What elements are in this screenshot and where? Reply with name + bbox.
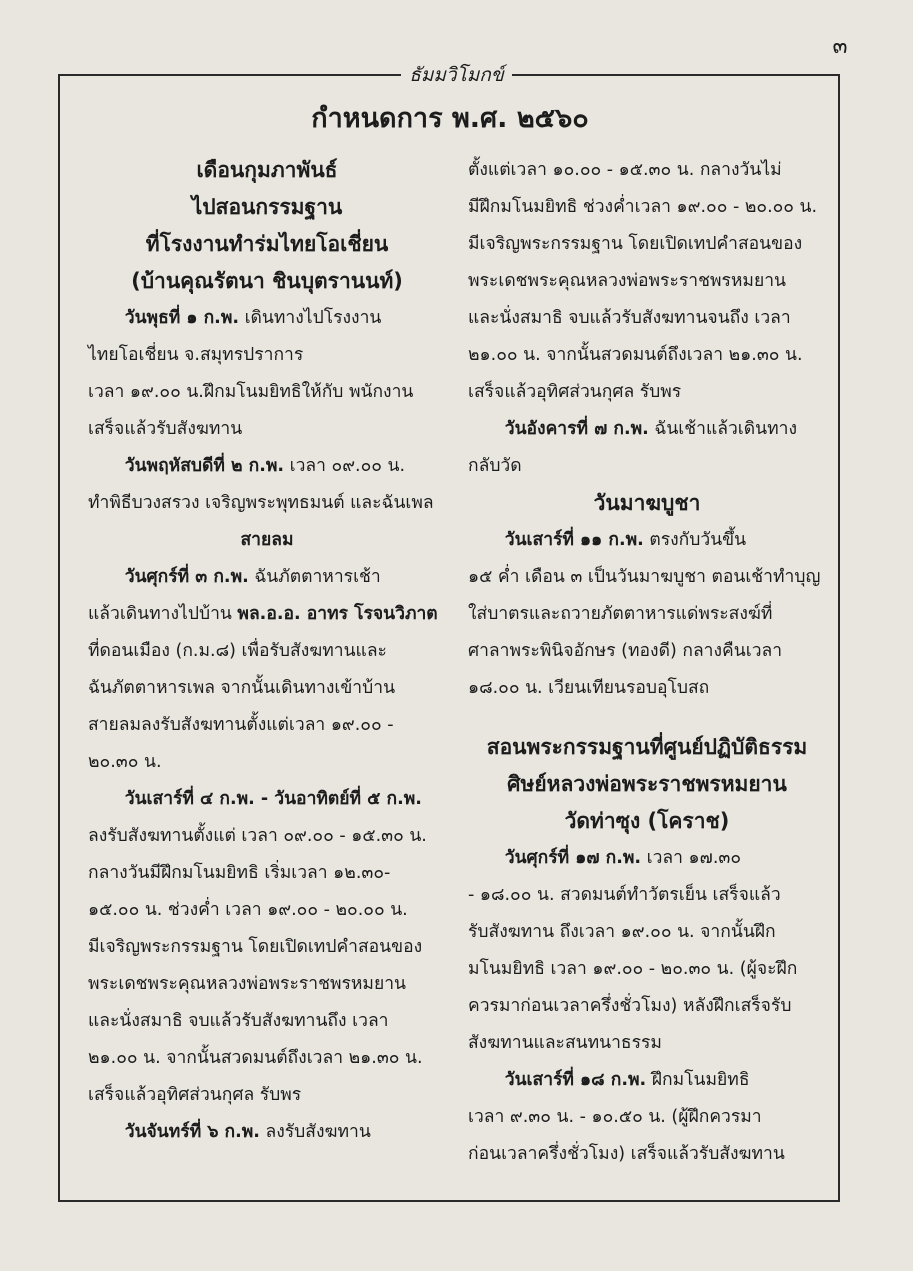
entry-line: ทำพิธีบวงสรวง เจริญพระพุทธมนต์ และฉันเพล — [88, 493, 434, 513]
heading-section-disciples: ศิษย์หลวงพ่อพระราชพรหมยาน — [507, 772, 787, 796]
entry-line: ฉันภัตตาหารเพล จากนั้นเดินทางเข้าบ้าน — [88, 678, 396, 698]
day-7-label: วันอังคารที่ ๗ ก.พ. — [504, 419, 649, 439]
entry-line: ๒๑.๐๐ น. จากนั้นสวดมนต์ถึงเวลา ๒๑.๓๐ น. — [88, 1048, 423, 1068]
day-18-text: ฝึกมโนมยิทธิ — [646, 1070, 750, 1090]
day-18-label: วันเสาร์ที่ ๑๘ ก.พ. — [504, 1070, 647, 1090]
entry-line: เสร็จแล้วอุทิศส่วนกุศล รับพร — [88, 1085, 302, 1105]
left-column — [88, 152, 446, 1151]
day-2-text: เวลา ๐๙.๐๐ น. — [284, 456, 406, 476]
day-3-label: วันศุกร์ที่ ๓ ก.พ. — [124, 567, 249, 587]
heading-month: เดือนกุมภาพันธ์ — [196, 158, 338, 182]
day-4-label: วันเสาร์ที่ ๔ ก.พ. - วันอาทิตย์ที่ ๕ ก.พ. — [124, 789, 422, 809]
heading-section-temple: วัดท่าซุง (โคราช) — [564, 809, 730, 833]
entry-line: ๑๕ ค่ำ เดือน ๓ เป็นวันมาฆบูชา ตอนเช้าทำบุญ — [468, 567, 821, 587]
entry-line: พระเดชพระคุณหลวงพ่อพระราชพรหมยาน — [88, 974, 406, 994]
entry-day-3 — [88, 559, 446, 596]
day-1-text: เดินทางไปโรงงาน — [239, 308, 382, 328]
host-name: พล.อ.อ. อาทร โรจนวิภาต — [237, 604, 438, 624]
entry-day-4 — [88, 781, 446, 818]
entry-day-18 — [468, 1062, 826, 1099]
day-6-label: วันจันทร์ที่ ๖ ก.พ. — [124, 1122, 260, 1142]
entry-line: สังฆทานและสนทนาธรรม — [468, 1033, 662, 1053]
heading-purpose: ไปสอนกรรมฐาน — [191, 195, 343, 219]
day-2-label: วันพฤหัสบดีที่ ๒ ก.พ. — [124, 456, 285, 476]
day-7-text: ฉันเช้าแล้วเดินทาง — [648, 419, 798, 439]
entry-line: พระเดชพระคุณหลวงพ่อพระราชพรหมยาน — [468, 271, 786, 291]
entry-line: มีฝึกมโนมยิทธิ ช่วงค่ำเวลา ๑๙.๐๐ - ๒๐.๐๐ น. — [468, 197, 818, 217]
entry-line: ๒๑.๐๐ น. จากนั้นสวดมนต์ถึงเวลา ๒๑.๓๐ น. — [468, 345, 803, 365]
entry-line: เสร็จแล้วรับสังฆทาน — [88, 419, 243, 439]
entry-line: ที่ดอนเมือง (ก.ม.๘) เพื่อรับสังฆทานและ — [88, 641, 387, 661]
entry-line: ไทยโอเชี่ยน จ.สมุทรปราการ — [88, 345, 304, 365]
entry-line: มโนมยิทธิ เวลา ๑๙.๐๐ - ๒๐.๓๐ น. (ผู้จะฝึก — [468, 959, 798, 979]
entry-line — [88, 596, 446, 633]
running-head — [0, 60, 913, 90]
entry-line: ศาลาพระพินิจอักษร (ทองดี) กลางคืนเวลา — [468, 641, 783, 661]
entry-day-2 — [88, 448, 446, 485]
heading-host: (บ้านคุณรัตนา ชินบุตรานนท์) — [131, 269, 403, 293]
day-3-text-a: แล้วเดินทางไปบ้าน — [88, 604, 238, 624]
day-17-label: วันศุกร์ที่ ๑๗ ก.พ. — [504, 848, 642, 868]
day-6-text: ลงรับสังฆทาน — [259, 1122, 371, 1142]
day-17-text: เวลา ๑๗.๓๐ — [641, 848, 742, 868]
entry-day-6 — [88, 1114, 446, 1151]
day-11-label: วันเสาร์ที่ ๑๑ ก.พ. — [504, 530, 644, 550]
running-head-text: ธัมมวิโมกข์ — [401, 64, 512, 86]
entry-line: ควรมาก่อนเวลาครึ่งชั่วโมง) หลังฝึกเสร็จรับ — [468, 996, 792, 1016]
entry-line: มีเจริญพระกรรมฐาน โดยเปิดเทปคำสอนของ — [88, 937, 423, 957]
entry-line: - ๑๘.๐๐ น. สวดมนต์ทำวัตรเย็น เสร็จแล้ว — [468, 885, 781, 905]
entry-day-7 — [468, 411, 826, 448]
entry-line: มีเจริญพระกรรมฐาน โดยเปิดเทปคำสอนของ — [468, 234, 803, 254]
heading-section-center: สอนพระกรรมฐานที่ศูนย์ปฏิบัติธรรม — [486, 735, 808, 759]
section-gap — [468, 707, 826, 729]
entry-line: กลับวัด — [468, 456, 522, 476]
entry-line: ใส่บาตรและถวายภัตตาหารแด่พระสงฆ์ที่ — [468, 604, 773, 624]
entry-day-1 — [88, 300, 446, 337]
entry-line: และนั่งสมาธิ จบแล้วรับสังฆทานจนถึง เวลา — [468, 308, 791, 328]
entry-line: และนั่งสมาธิ จบแล้วรับสังฆทานถึง เวลา — [88, 1011, 389, 1031]
entry-line: รับสังฆทาน ถึงเวลา ๑๙.๐๐ น. จากนั้นฝึก — [468, 922, 776, 942]
entry-day-11 — [468, 522, 826, 559]
heading-makha-bucha: วันมาฆบูชา — [593, 491, 701, 515]
entry-line: ๒๐.๓๐ น. — [88, 752, 162, 772]
entry-day-17 — [468, 840, 826, 877]
entry-line: เวลา ๑๙.๐๐ น.ฝึกมโนมยิทธิให้กับ พนักงาน — [88, 382, 414, 402]
place-sailom: สายลม — [240, 530, 294, 550]
entry-line: ก่อนเวลาครึ่งชั่วโมง) เสร็จแล้วรับสังฆทาน — [468, 1144, 785, 1164]
heading-venue: ที่โรงงานทำร่มไทยโอเชี่ยน — [145, 232, 389, 256]
day-11-text: ตรงกับวันขึ้น — [643, 530, 747, 550]
entry-line: สายลมลงรับสังฆทานตั้งแต่เวลา ๑๙.๐๐ - — [88, 715, 394, 735]
entry-line: ๑๕.๐๐ น. ช่วงค่ำ เวลา ๑๙.๐๐ - ๒๐.๐๐ น. — [88, 900, 408, 920]
entry-line: ตั้งแต่เวลา ๑๐.๐๐ - ๑๕.๓๐ น. กลางวันไม่ — [468, 160, 782, 180]
page-title: กำหนดการ พ.ศ. ๒๕๖๐ — [311, 103, 589, 134]
entry-line: กลางวันมีฝึกมโนมยิทธิ เริ่มเวลา ๑๒.๓๐- — [88, 863, 391, 883]
page-number: ๓ — [832, 34, 848, 59]
entry-line: ๑๘.๐๐ น. เวียนเทียนรอบอุโบสถ — [468, 678, 710, 698]
day-1-label: วันพุธที่ ๑ ก.พ. — [124, 308, 240, 328]
entry-line: เวลา ๙.๓๐ น. - ๑๐.๕๐ น. (ผู้ฝึกควรมา — [468, 1107, 762, 1127]
right-column — [468, 152, 826, 1173]
entry-line: ลงรับสังฆทานตั้งแต่ เวลา ๐๙.๐๐ - ๑๕.๓๐ น. — [88, 826, 427, 846]
day-3-text: ฉันภัตตาหารเช้า — [248, 567, 381, 587]
entry-line: เสร็จแล้วอุทิศส่วนกุศล รับพร — [468, 382, 682, 402]
